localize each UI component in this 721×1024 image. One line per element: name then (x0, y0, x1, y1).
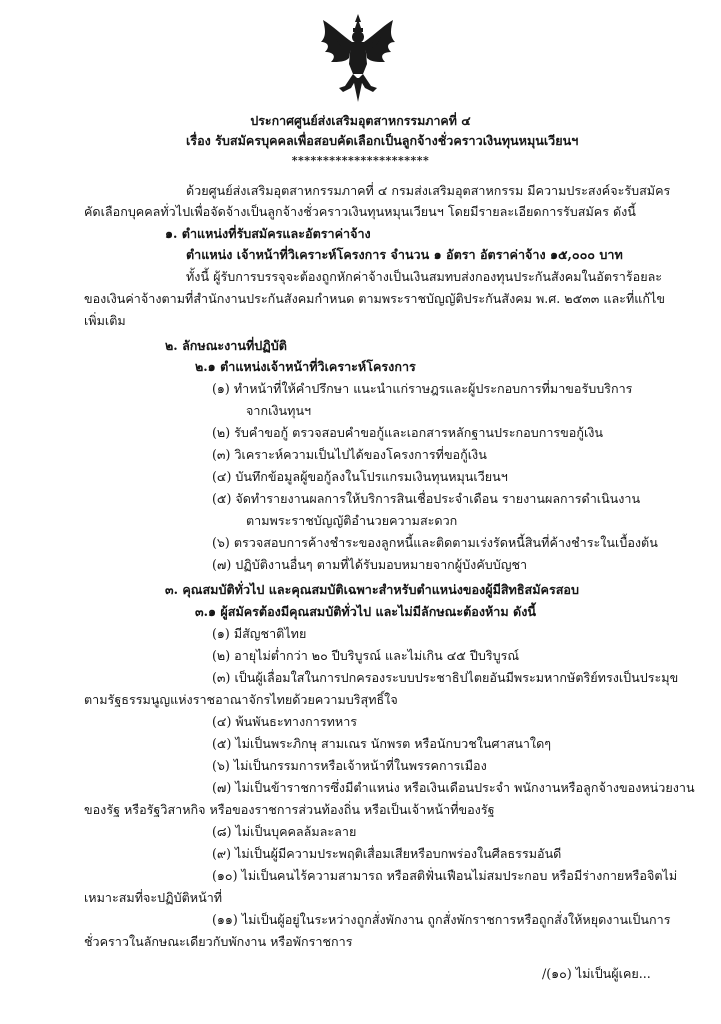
section-2-heading: ๒. ลักษณะงานที่ปฏิบัติ (165, 338, 287, 353)
intro-line-1: ด้วยศูนย์ส่งเสริมอุตสาหกรรมภาคที่ ๔ กรมส่งเสริมอุตสาหกรรม มีความประสงค์จะรับสมัคร (186, 183, 671, 198)
qualification-item-cont: ของรัฐ หรือรัฐวิสาหกิจ หรือของราชการส่วนท้องถิ่น หรือเป็นเจ้าหน้าที่ของรัฐ (84, 802, 495, 817)
duty-item: (๒) รับคำขอกู้ ตรวจสอบคำขอกู้และเอกสารหลักฐานประกอบการขอกู้เงิน (212, 425, 604, 440)
qualification-item: (๙) ไม่เป็นผู้มีความประพฤติเสื่อมเสียหรือบกพร่องในศีลธรรมอันดี (212, 846, 562, 861)
qualification-item: (๓) เป็นผู้เลื่อมใสในการปกครองระบบประชาธิปไตยอันมีพระมหากษัตริย์ทรงเป็นประมุข (212, 670, 679, 685)
continuation-marker: /(๑๐) ไม่เป็นผู้เคย... (542, 966, 651, 981)
section-2-1-heading: ๒.๑ ตำแหน่งเจ้าหน้าที่วิเคราะห์โครงการ (195, 359, 416, 374)
qualification-item: (๖) ไม่เป็นกรรมการหรือเจ้าหน้าที่ในพรรคการเมือง (212, 758, 487, 773)
qualification-item: (๔) พ้นพันธะทางการทหาร (212, 714, 358, 729)
qualification-item: (๑๐) ไม่เป็นคนไร้ความสามารถ หรือสติฟั่นเฟือนไม่สมประกอบ หรือมีร่างกายหรือจิตไม่ (212, 868, 678, 883)
qualification-item: (๕) ไม่เป็นพระภิกษุ สามเณร นักพรต หรือนักบวชในศาสนาใดๆ (212, 736, 552, 751)
divider-stars: ********************** (291, 154, 430, 167)
qualification-item: (๒) อายุไม่ต่ำกว่า ๒๐ ปีบริบูรณ์ และไม่เกิน ๔๕ ปีบริบูรณ์ (212, 648, 520, 663)
garuda-emblem (315, 12, 401, 104)
intro-line-2: คัดเลือกบุคคลทั่วไปเพื่อจัดจ้างเป็นลูกจ้างชั่วคราวเงินทุนหมุนเวียนฯ โดยมีรายละเอียดการรับสมัคร ดังนี้ (84, 204, 636, 219)
section-3-heading: ๓. คุณสมบัติทั่วไป และคุณสมบัติเฉพาะสำหรับตำแหน่งของผู้มีสิทธิสมัครสอบ (165, 582, 579, 597)
social-security-note-2: ของเงินค่าจ้างตามที่สำนักงานประกันสังคมกำหนด ตามพระราชบัญญัติประกันสังคม พ.ศ. ๒๕๓๓ และที่แก้ไข (84, 291, 665, 306)
duty-item: (๕) จัดทำรายงานผลการให้บริการสินเชื่อประจำเดือน รายงานผลการดำเนินงาน (212, 491, 641, 506)
qualification-item-cont: ตามรัฐธรรมนูญแห่งราชอาณาจักรไทยด้วยความบริสุทธิ์ใจ (84, 692, 398, 707)
duty-item: (๔) บันทึกข้อมูลผู้ขอกู้ลงในโปรแกรมเงินทุนหมุนเวียนฯ (212, 469, 508, 484)
announcement-subject: เรื่อง รับสมัครบุคคลเพื่อสอบคัดเลือกเป็นลูกจ้างชั่วคราวเงินทุนหมุนเวียนฯ (186, 133, 579, 148)
position-line: ตำแหน่ง เจ้าหน้าที่วิเคราะห์โครงการ จำนวน ๑ อัตรา อัตราค่าจ้าง ๑๕,๐๐๐ บาท (186, 247, 623, 262)
section-1-heading: ๑. ตำแหน่งที่รับสมัครและอัตราค่าจ้าง (165, 226, 371, 241)
qualification-item-cont: ชั่วคราวในลักษณะเดียวกับพักงาน หรือพักราชการ (84, 934, 353, 949)
duty-item: (๖) ตรวจสอบการค้างชำระของลูกหนี้และติดตามเร่งรัดหนี้สินที่ค้างชำระในเบื้องต้น (212, 535, 658, 550)
section-3-1-heading: ๓.๑ ผู้สมัครต้องมีคุณสมบัติทั่วไป และไม่มีลักษณะต้องห้าม ดังนี้ (195, 604, 536, 619)
qualification-item: (๑๑) ไม่เป็นผู้อยู่ในระหว่างถูกสั่งพักงาน ถูกสั่งพักราชการหรือถูกสั่งให้หยุดงานเป็นการ (212, 912, 671, 927)
social-security-note-3: เพิ่มเติม (84, 313, 126, 328)
duty-item-cont: จากเงินทุนฯ (246, 403, 312, 418)
duty-item: (๑) ทำหน้าที่ให้คำปรึกษา แนะนำแก่ราษฎรและผู้ประกอบการที่มาขอรับบริการ (212, 381, 633, 396)
qualification-item: (๑) มีสัญชาติไทย (212, 626, 307, 641)
duty-item: (๓) วิเคราะห์ความเป็นไปได้ของโครงการที่ขอกู้เงิน (212, 447, 487, 462)
qualification-item: (๗) ไม่เป็นข้าราชการซึ่งมีตำแหน่ง หรือเงินเดือนประจำ พนักงานหรือลูกจ้างของหน่วยงาน (212, 780, 695, 795)
duty-item: (๗) ปฏิบัติงานอื่นๆ ตามที่ได้รับมอบหมายจากผู้บังคับบัญชา (212, 557, 528, 572)
social-security-note-1: ทั้งนี้ ผู้รับการบรรจุจะต้องถูกหักค่าจ้างเป็นเงินสมทบส่งกองทุนประกันสังคมในอัตราร้อยละ (186, 269, 663, 284)
duty-item-cont: ตามพระราชบัญญัติอำนวยความสะดวก (246, 513, 458, 528)
announcement-title: ประกาศศูนย์ส่งเสริมอุตสาหกรรมภาคที่ ๔ (250, 113, 471, 128)
qualification-item-cont: เหมาะสมที่จะปฏิบัติหน้าที่ (84, 890, 223, 905)
qualification-item: (๘) ไม่เป็นบุคคลล้มละลาย (212, 824, 357, 839)
